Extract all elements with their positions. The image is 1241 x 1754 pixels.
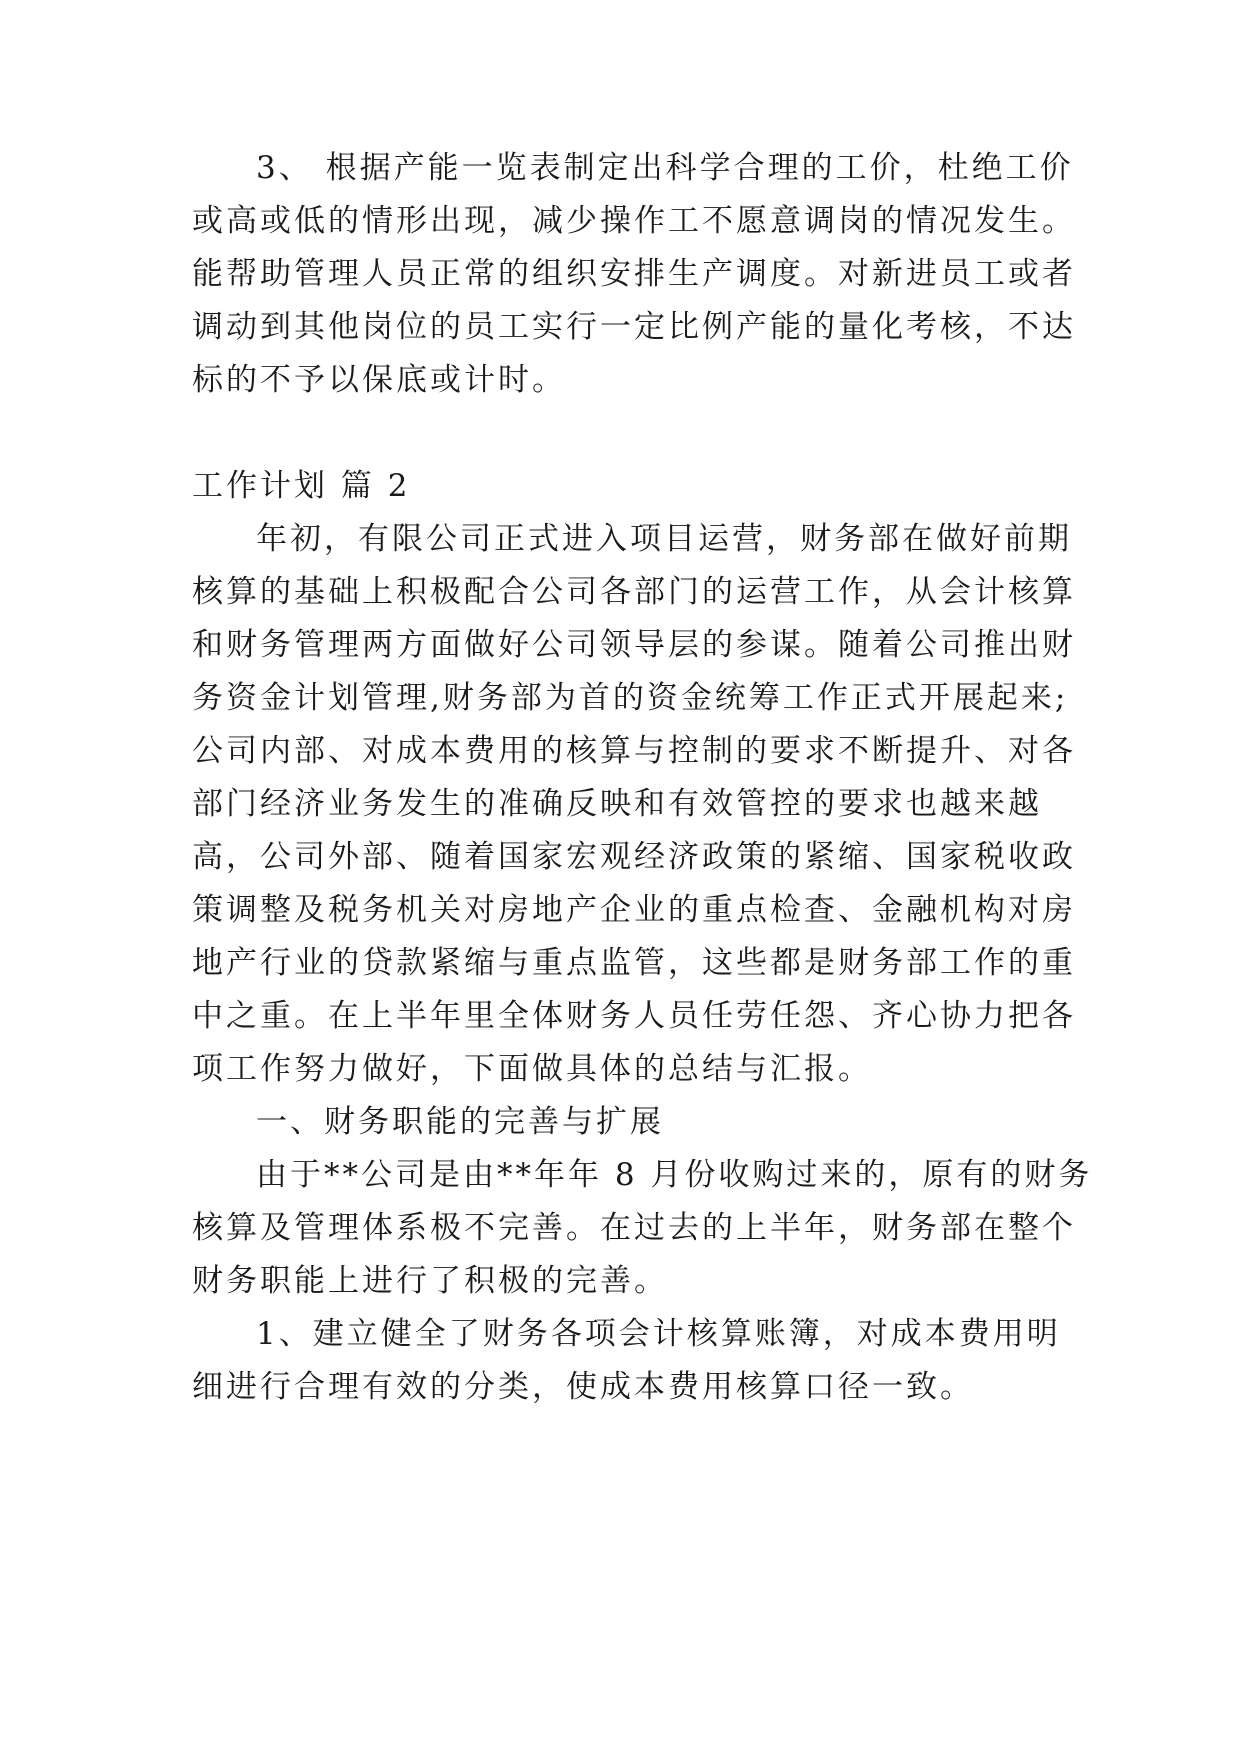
paragraph-line: 核算的基础上积极配合公司各部门的运营工作，从会计核算 (192, 574, 1076, 610)
paragraph-line: 调动到其他岗位的员工实行一定比例产能的量化考核，不达 (192, 309, 1076, 345)
paragraph-line: 由于**公司是由**年年 8 月份收购过来的，原有的财务 (256, 1157, 1093, 1193)
paragraph-line: 年初，有限公司正式进入项目运营，财务部在做好前期 (256, 521, 1072, 557)
section-heading: 工作计划 篇 2 (192, 468, 411, 504)
paragraph-line: 公司内部、对成本费用的核算与控制的要求不断提升、对各 (192, 733, 1076, 769)
paragraph-line: 3、 根据产能一览表制定出科学合理的工价，杜绝工价 (256, 150, 1074, 186)
paragraph-line: 策调整及税务机关对房地产企业的重点检查、金融机构对房 (192, 892, 1076, 928)
paragraph-line: 核算及管理体系极不完善。在过去的上半年，财务部在整个 (192, 1210, 1076, 1246)
paragraph-line: 中之重。在上半年里全体财务人员任劳任怨、齐心协力把各 (192, 998, 1076, 1034)
subheading: 一、财务职能的完善与扩展 (256, 1104, 664, 1140)
paragraph-line: 和财务管理两方面做好公司领导层的参谋。随着公司推出财 (192, 627, 1076, 663)
paragraph-line: 或高或低的情形出现，减少操作工不愿意调岗的情况发生。 (192, 203, 1076, 239)
paragraph-line: 项工作努力做好，下面做具体的总结与汇报。 (192, 1051, 872, 1087)
paragraph-line: 能帮助管理人员正常的组织安排生产调度。对新进员工或者 (192, 256, 1076, 292)
paragraph-line: 标的不予以保底或计时。 (192, 362, 566, 398)
paragraph-line: 地产行业的贷款紧缩与重点监管，这些都是财务部工作的重 (192, 945, 1076, 981)
paragraph-line: 1、建立健全了财务各项会计核算账簿，对成本费用明 (256, 1316, 1061, 1352)
paragraph-line: 细进行合理有效的分类，使成本费用核算口径一致。 (192, 1369, 974, 1405)
paragraph-line: 高，公司外部、随着国家宏观经济政策的紧缩、国家税收政 (192, 839, 1076, 875)
paragraph-line: 务资金计划管理,财务部为首的资金统筹工作正式开展起来; (192, 680, 1069, 716)
paragraph-line: 部门经济业务发生的准确反映和有效管控的要求也越来越 (192, 786, 1042, 822)
paragraph-line: 财务职能上进行了积极的完善。 (192, 1263, 668, 1299)
